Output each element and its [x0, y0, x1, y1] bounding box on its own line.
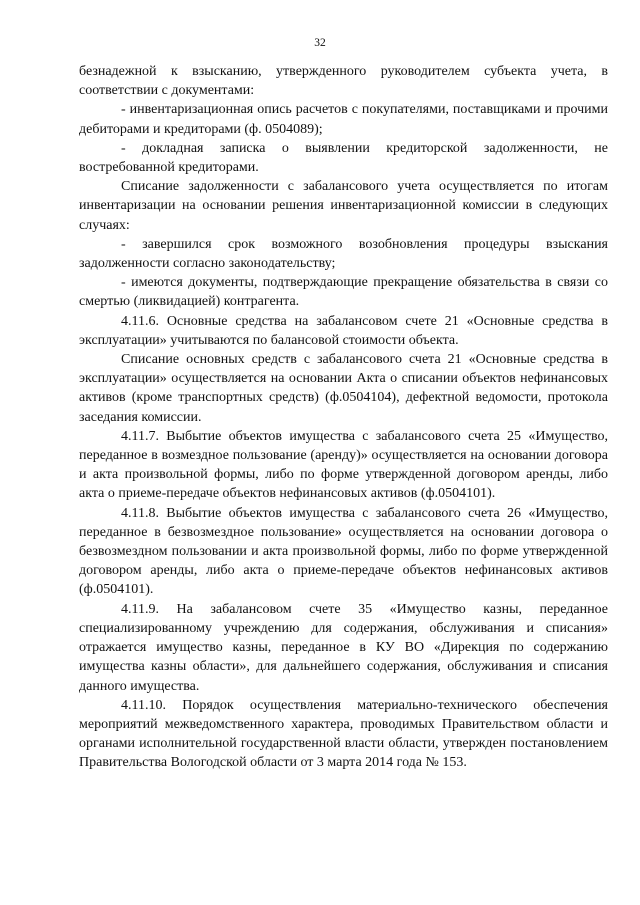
paragraph-write-off-debt: Списание задолженности с забалансового учета осуществляется по итогам инвентаризации на основании решения инвентаризационной комиссии в следующих случаях: [79, 179, 608, 233]
list-item-memo: - докладная записка о выявлении кредиторской задолженности, не востребованной кредиторами. [79, 140, 608, 176]
paragraph-continuation: безнадежной к взысканию, утвержденного руководителем субъекта учета, в соответствии с документами: [79, 64, 608, 99]
paragraph-4-11-10: 4.11.10. Порядок осуществления материально-технического обеспечения мероприятий межведомственного характера, проводимых Правительством области и органами исполнительной государственной власти области, утвержден постановлением Правительства Вологодской области от 3 марта 2014 года № 153. [79, 697, 608, 771]
paragraph-write-off-fixed-assets: Списание основных средств с забалансового счета 21 «Основные средства в эксплуатации» осуществляется на основании Акта о списании объектов нефинансовых активов (кроме транспортных средств) (ф.0504104), дефектной ведомости, протокола заседания комиссии. [79, 352, 608, 425]
list-item-recovery-term: - завершился срок возможного возобновления процедуры взыскания задолженности согласно законодательству; [79, 236, 608, 272]
paragraph-4-11-9: 4.11.9. На забалансовом счете 35 «Имущество казны, переданное специализированному учреждению для содержания, обслуживания и списания» отражается имущество казны, переданное в КУ ВО «Дирекция по содержанию имущества казны области», для дальнейшего содержания, обслуживания и списания данного имущества. [79, 601, 608, 694]
list-item-inventory-list: - инвентаризационная опись расчетов с покупателями, поставщиками и прочими дебиторами и кредиторами (ф. 0504089); [79, 102, 608, 137]
page-number: 32 [314, 37, 326, 49]
paragraph-4-11-6: 4.11.6. Основные средства на забалансовом счете 21 «Основные средства в эксплуатации» учитываются по балансовой стоимости объекта. [79, 313, 608, 348]
paragraph-4-11-8: 4.11.8. Выбытие объектов имущества с забалансового счета 26 «Имущество, переданное в безвозмездное пользование» осуществляется на основании договора о безвозмездном пользовании и акта произвольной формы, либо по форме утвержденной договором аренды, либо акта о приеме-передаче объектов нефинансовых активов (ф.0504101). [79, 505, 608, 598]
list-item-obligation-termination: - имеются документы, подтверждающие прекращение обязательства в связи со смертью (ликвидацией) контрагента. [79, 275, 608, 310]
paragraph-4-11-7: 4.11.7. Выбытие объектов имущества с забалансового счета 25 «Имущество, переданное в возмездное пользование (аренду)» осуществляется на основании договора и акта произвольной формы, либо по форме утвержденной договором аренды, либо акта о приеме-передаче объектов нефинансовых активов (ф.0504101). [79, 428, 608, 502]
document-body [79, 62, 608, 773]
